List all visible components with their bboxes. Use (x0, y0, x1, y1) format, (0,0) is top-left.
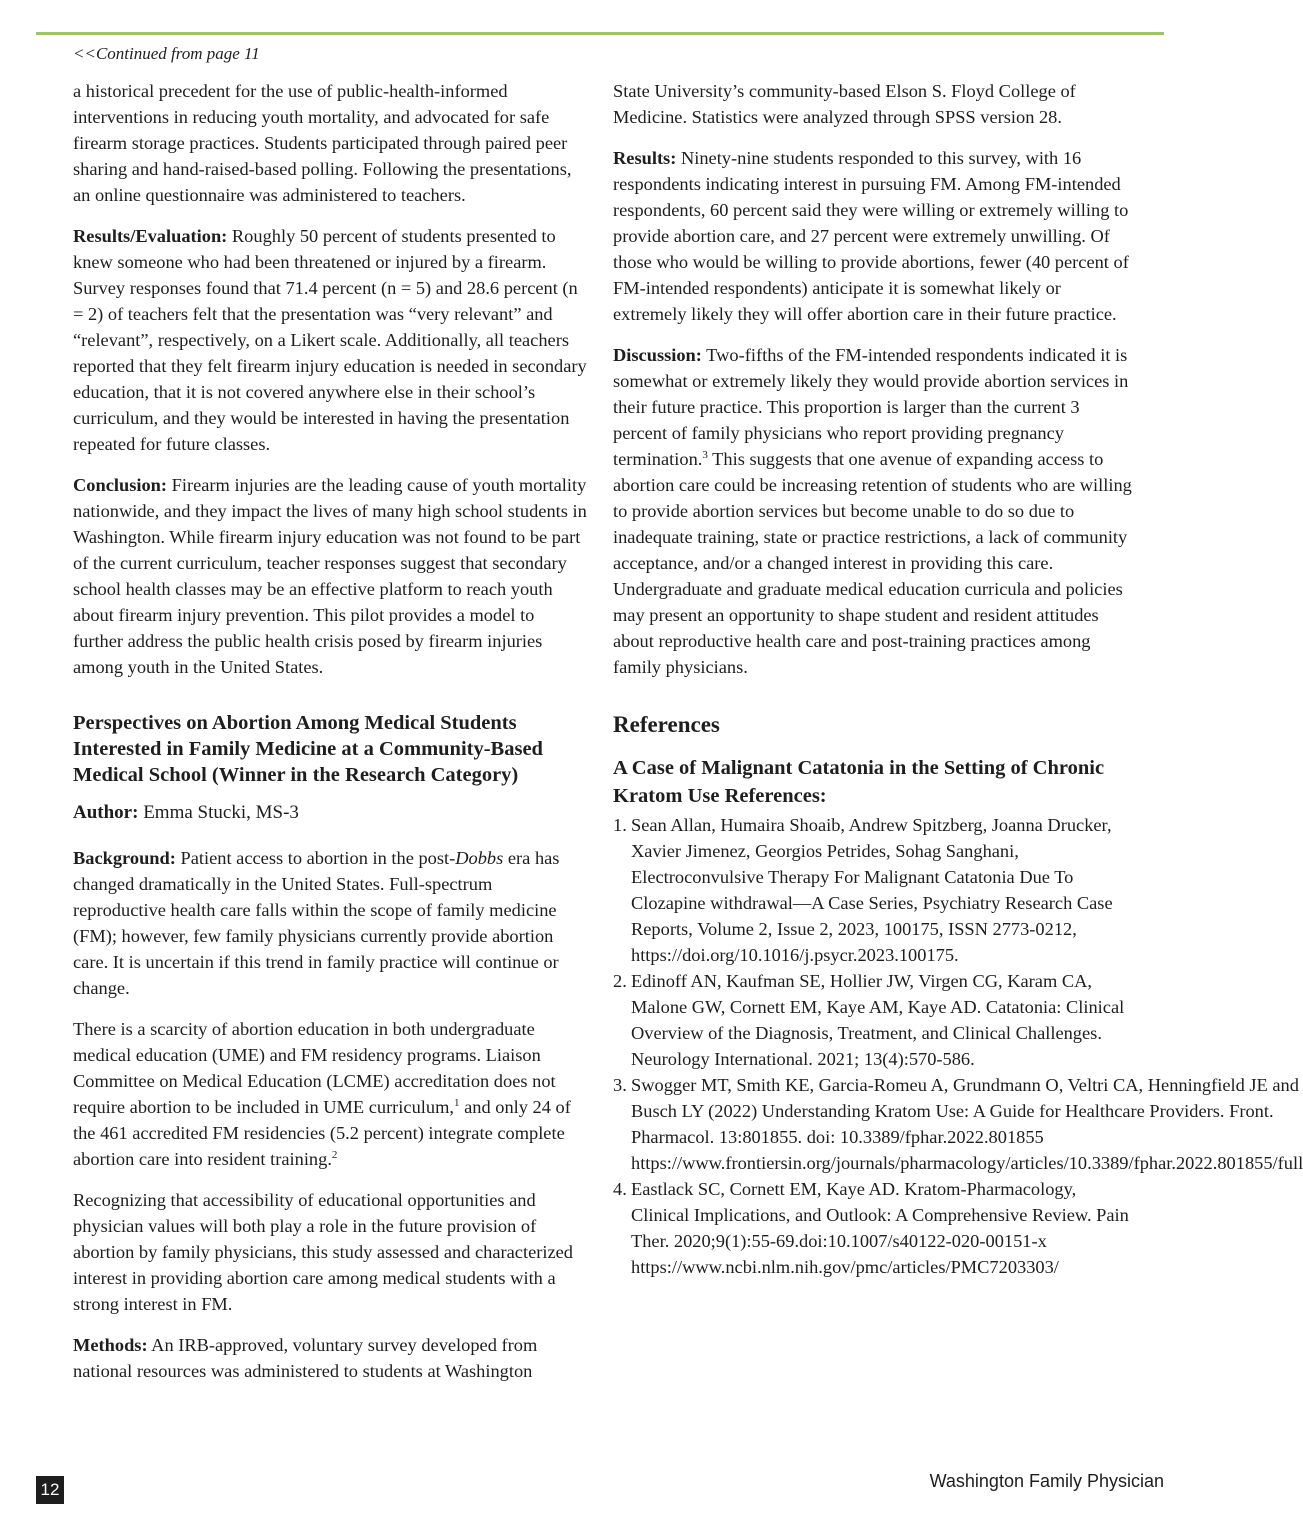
scarcity-text-1: There is a scarcity of abortion education in both undergraduate medical education (UME) and FM residency programs. Liaison Committee on Medical Education (LCME) accreditation does not require abortion to be included in UME curriculum, (73, 1019, 556, 1117)
reference-item (613, 1072, 1303, 1176)
methods-text: An IRB-approved, voluntary survey developed from national resources was administered to students at Washington (73, 1335, 538, 1381)
background-label: Background: (73, 848, 176, 868)
reference-number: 4. (613, 1179, 627, 1199)
methods-paragraph (73, 1332, 588, 1384)
intro-paragraph: a historical precedent for the use of public-health-informed interventions in reducing youth mortality, and advocated for safe firearm storage practices. Students participated through paired peer sharing and hand-raised-based polling. Following the presentations, an online questionnaire was administered to teachers. (73, 81, 572, 205)
discussion-text-2: This suggests that one avenue of expanding access to abortion care could be increasing retention of students who are willing to provide abortion services but become unable to do so due to inadequate training, state or practice restrictions, a lack of community acceptance, and/or a changed interest in providing this care. Undergraduate and graduate medical education curricula and policies may present an opportunity to shape student and resident attitudes about reproductive health care and post-training practices among family physicians. (613, 449, 1132, 677)
reference-item (613, 812, 1133, 968)
discussion-paragraph (613, 342, 1133, 680)
footnote-ref-3: 3 (702, 448, 708, 461)
author-label: Author: (73, 802, 139, 823)
references-subheading: A Case of Malignant Catatonia in the Setting of Chronic Kratom Use References: (613, 757, 1105, 807)
left-column (73, 78, 588, 1399)
discussion-label: Discussion: (613, 345, 702, 365)
reference-item (613, 1176, 1133, 1280)
background-paragraph (73, 845, 588, 1001)
background-italic: Dobbs (455, 848, 504, 868)
top-rule (36, 32, 1164, 35)
author-line (73, 800, 588, 826)
results-evaluation-text: Roughly 50 percent of students presented to knew someone who had been threatened or injured by a firearm. Survey responses found that 71.4 percent (n = 5) and 28.6 percent (n = 2) of teachers felt that the presentation was “very relevant” and “relevant”, respectively, on a Likert scale. Additionally, all teachers reported that they felt firearm injury education is needed in secondary education, that it is not covered anywhere else in their school’s curriculum, and they would be interested in having the presentation repeated for future classes. (73, 226, 587, 454)
methods-label: Methods: (73, 1335, 148, 1355)
background-text-1: Patient access to abortion in the post- (175, 848, 456, 868)
reference-text: Sean Allan, Humaira Shoaib, Andrew Spitzberg, Joanna Drucker, Xavier Jimenez, Georgios Petrides, Sohag Sanghani, Electroconvulsive Therapy For Malignant Catatonia Due To Clozapine withdrawal—A Case Series, Psychiatry Research Case Reports, Volume 2, Issue 2, 2023, 100175, ISSN 2773-0212, https://doi.org/10.1016/j.psycr.2023.100175. (631, 815, 1113, 965)
article-title: Perspectives on Abortion Among Medical Students Interested in Family Medicine at a Community-Based Medical School (Winner in the Research Category) (73, 712, 543, 786)
right-column (613, 78, 1303, 1280)
footnote-ref-1: 1 (454, 1096, 460, 1109)
reference-number: 1. (613, 815, 627, 835)
scarcity-paragraph (73, 1016, 588, 1172)
reference-list (613, 812, 1303, 1280)
reference-text: Edinoff AN, Kaufman SE, Hollier JW, Virgen CG, Karam CA, Malone GW, Cornett EM, Kaye AM, Kaye AD. Catatonia: Clinical Overview of the Diagnosis, Treatment, and Clinical Challenges. Neurology International. 2021; 13(4):570-586. (631, 971, 1125, 1069)
background-text-2: era has changed dramatically in the United States. Full-spectrum reproductive health care falls within the scope of family medicine (FM); however, few family physicians currently provide abortion care. It is uncertain if this trend in family practice will continue or change. (73, 848, 560, 998)
results-evaluation-label: Results/Evaluation: (73, 226, 228, 246)
results-text: Ninety-nine students responded to this survey, with 16 respondents indicating interest in pursuing FM. Among FM-intended respondents, 60 percent said they were willing or extremely willing to provide abortion care, and 27 percent were extremely unwilling. Of those who would be willing to provide abortions, fewer (40 percent of FM-intended respondents) anticipate it is somewhat likely or extremely likely they will offer abortion care in their future practice. (613, 148, 1129, 324)
methods-continued-paragraph: State University’s community-based Elson S. Floyd College of Medicine. Statistics were analyzed through SPSS version 28. (613, 81, 1076, 127)
results-paragraph (613, 145, 1133, 327)
reference-text: Eastlack SC, Cornett EM, Kaye AD. Kratom-Pharmacology, Clinical Implications, and Outlook: A Comprehensive Review. Pain Ther. 2020;9(1):55-69.doi:10.1007/s40122-020-00151-x https://www.ncbi.nlm.nih.gov/pmc/articles/PMC7203303/ (631, 1179, 1129, 1277)
conclusion-label: Conclusion: (73, 475, 168, 495)
publication-name: Washington Family Physician (929, 1471, 1164, 1491)
author-name: Emma Stucki, MS-3 (138, 802, 299, 823)
continued-note: <<Continued from page 11 (73, 44, 260, 63)
reference-item (613, 968, 1133, 1072)
conclusion-paragraph (73, 472, 588, 680)
reference-number: 3. (613, 1075, 627, 1095)
recognizing-paragraph: Recognizing that accessibility of educational opportunities and physician values will both play a role in the future provision of abortion by family physicians, this study assessed and characterized interest in providing abortion care among medical students with a strong interest in FM. (73, 1190, 573, 1314)
scarcity-text-2: and only 24 of the 461 accredited FM residencies (5.2 percent) integrate complete abortion care into resident training. (73, 1097, 571, 1169)
discussion-text-1: Two-fifths of the FM-intended respondents indicated it is somewhat or extremely likely they would provide abortion services in their future practice. This proportion is larger than the current 3 percent of family physicians who report providing pregnancy termination. (613, 345, 1129, 469)
references-heading: References (613, 712, 720, 737)
reference-number: 2. (613, 971, 627, 991)
results-label: Results: (613, 148, 677, 168)
page-number: 12 (36, 1476, 64, 1504)
footnote-ref-2: 2 (331, 1148, 338, 1161)
reference-text: Swogger MT, Smith KE, Garcia-Romeu A, Grundmann O, Veltri CA, Henningfield JE and Busch LY (2022) Understanding Kratom Use: A Guide for Healthcare Providers. Front. Pharmacol. 13:801855. doi: 10.3389/fphar.2022.801855 https://www.frontiersin.org/journals/pharmacology/articles/10.3389/fphar.2022.801855/full (631, 1075, 1303, 1173)
results-evaluation-paragraph (73, 223, 588, 457)
conclusion-text: Firearm injuries are the leading cause of youth mortality nationwide, and they impact the lives of many high school students in Washington. While firearm injury education was not found to be part of the current curriculum, teacher responses suggest that secondary school health classes may be an effective platform to reach youth about firearm injury prevention. This pilot provides a model to further address the public health crisis posed by firearm injuries among youth in the United States. (73, 475, 587, 677)
